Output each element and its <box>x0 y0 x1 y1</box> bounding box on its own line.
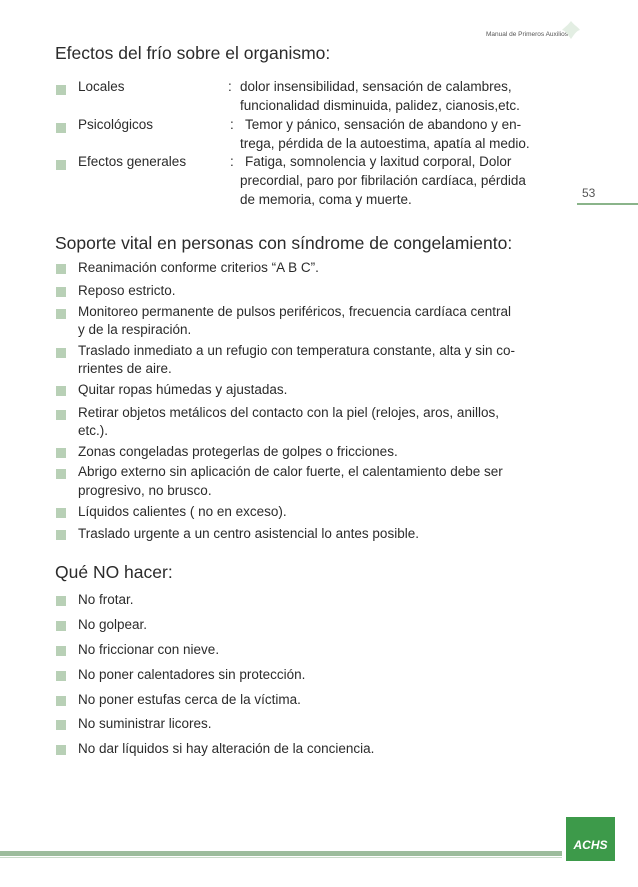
bullet-icon <box>56 696 66 706</box>
section-heading-soporte-vital: Soporte vital en personas con síndrome de congelamiento: <box>55 233 513 253</box>
bullet-icon <box>56 386 66 396</box>
bullet-icon <box>56 264 66 274</box>
bullet-icon <box>56 596 66 606</box>
list-item: Retirar objetos metálicos del contacto con la piel (relojes, aros, anillos, <box>78 405 499 420</box>
bullet-icon <box>56 720 66 730</box>
list-item: No poner estufas cerca de la víctima. <box>78 692 301 707</box>
list-item: Traslado inmediato a un refugio con temperatura constante, alta y sin co- <box>78 343 515 358</box>
bullet-icon <box>56 671 66 681</box>
def-text-line: dolor insensibilidad, sensación de calambres, <box>240 79 512 94</box>
bullet-icon <box>56 348 66 358</box>
list-item: Traslado urgente a un centro asistencial lo antes posible. <box>78 526 419 541</box>
bullet-icon <box>56 448 66 458</box>
def-colon: : <box>228 79 232 94</box>
def-text-line: trega, pérdida de la autoestima, apatía al medio. <box>240 136 530 151</box>
list-item-continuation: progresivo, no brusco. <box>78 483 212 498</box>
list-item-continuation: rrientes de aire. <box>78 361 172 376</box>
bullet-icon <box>56 530 66 540</box>
def-text-line: Fatiga, somnolencia y laxitud corporal, Dolor <box>245 154 512 169</box>
list-item: Líquidos calientes ( no en exceso). <box>78 504 287 519</box>
def-colon: : <box>230 117 234 132</box>
achs-logo-text: ACHS <box>573 838 608 852</box>
bullet-icon <box>56 309 66 319</box>
bullet-icon <box>56 621 66 631</box>
list-item: Quitar ropas húmedas y ajustadas. <box>78 382 288 397</box>
bullet-icon <box>56 160 66 170</box>
page-number: 53 <box>582 186 596 200</box>
def-text-line: precordial, paro por fibrilación cardíaca, pérdida <box>240 173 526 188</box>
list-item: Reposo estricto. <box>78 283 176 298</box>
def-colon: : <box>230 154 234 169</box>
list-item-continuation: y de la respiración. <box>78 322 192 337</box>
page-number-rule <box>577 203 638 205</box>
def-label-efectos-generales: Efectos generales <box>78 154 187 169</box>
section-heading-que-no-hacer: Qué NO hacer: <box>55 562 173 582</box>
list-item: Zonas congeladas protegerlas de golpes o fricciones. <box>78 444 398 459</box>
bullet-icon <box>56 646 66 656</box>
section-heading-efectos: Efectos del frío sobre el organismo: <box>55 43 331 63</box>
bullet-icon <box>56 508 66 518</box>
manual-title: Manual de Primeros Auxilios <box>485 31 568 38</box>
def-text-line: Temor y pánico, sensación de abandono y en- <box>245 117 522 132</box>
leaf-logo-icon <box>560 19 582 41</box>
list-item: Reanimación conforme criterios “A B C”. <box>78 260 319 275</box>
def-label-psicologicos: Psicológicos <box>78 117 154 132</box>
list-item: No suministrar licores. <box>78 716 212 731</box>
list-item-continuation: etc.). <box>78 423 109 438</box>
list-item: No poner calentadores sin protección. <box>78 667 306 682</box>
def-label-locales: Locales <box>78 79 125 94</box>
def-text-line: de memoria, coma y muerte. <box>240 192 412 207</box>
footer-bar-thin <box>0 857 562 858</box>
list-item: No frotar. <box>78 592 134 607</box>
list-item: No dar líquidos si hay alteración de la conciencia. <box>78 741 375 756</box>
list-item: No golpear. <box>78 617 148 632</box>
list-item: Monitoreo permanente de pulsos periféricos, frecuencia cardíaca central <box>78 304 511 319</box>
bullet-icon <box>56 469 66 479</box>
def-text-line: funcionalidad disminuida, palidez, cianosis,etc. <box>240 98 520 113</box>
bullet-icon <box>56 85 66 95</box>
bullet-icon <box>56 410 66 420</box>
footer-bar <box>0 851 562 856</box>
bullet-icon <box>56 745 66 755</box>
list-item: Abrigo externo sin aplicación de calor fuerte, el calentamiento debe ser <box>78 464 503 479</box>
bullet-icon <box>56 123 66 133</box>
bullet-icon <box>56 287 66 297</box>
list-item: No friccionar con nieve. <box>78 642 220 657</box>
